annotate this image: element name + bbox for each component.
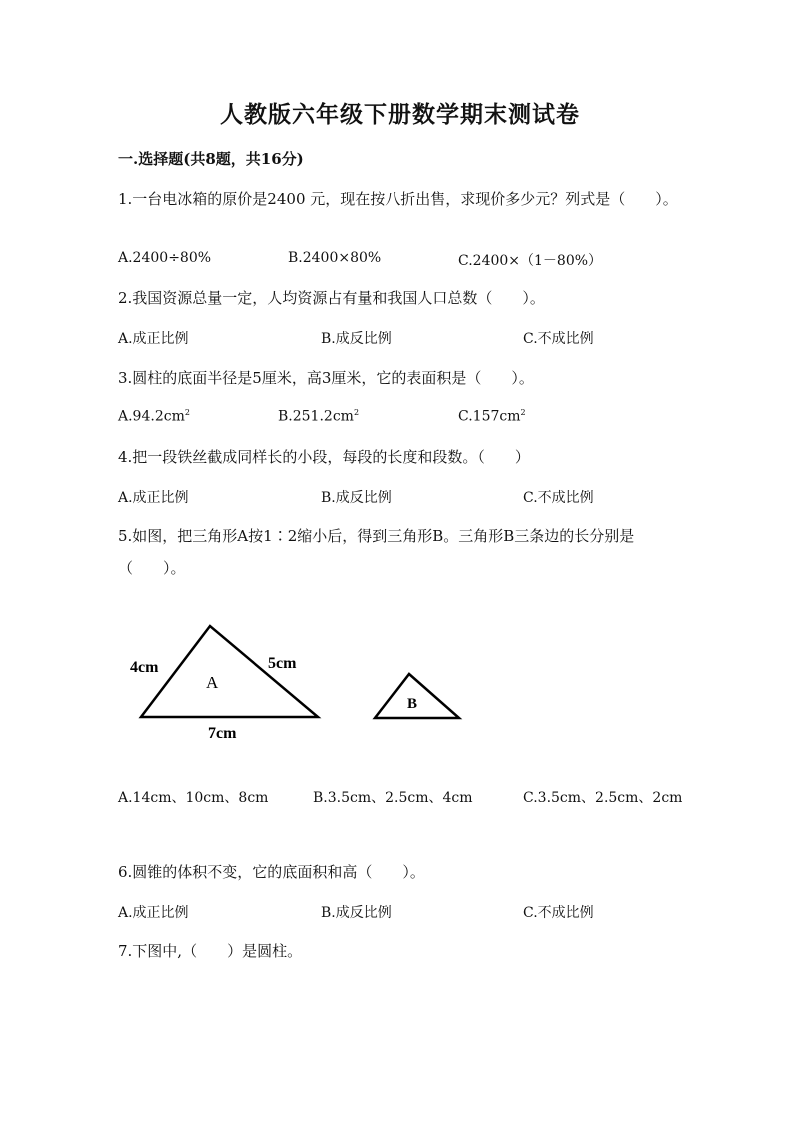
option-b[interactable] [278,408,359,425]
option-a[interactable]: A.成正比例 [118,331,189,347]
side-left-label: 4cm [130,659,159,676]
question-3-options [118,408,718,428]
triangle-a-label: A [206,673,219,692]
question-4-options [118,487,718,507]
triangle-b-label: B [407,696,418,712]
question-2: 2.我国资源总量一定，人均资源占有量和我国人口总数（ ）。 [118,289,545,307]
question-5-options [118,787,718,807]
triangle-figure [0,610,800,750]
option-c[interactable]: C.2400×（1－80%） [458,253,603,269]
option-c[interactable]: C.不成比例 [523,331,594,347]
question-4: 4.把一段铁丝截成同样长的小段，每段的长度和段数。（ ） [118,448,530,466]
question-1-options [118,250,718,270]
section-heading: 一.选择题(共8题，共16分) [118,150,304,168]
option-b[interactable]: B.2400×80% [288,250,382,266]
option-a-text: A.94.2cm [118,408,185,425]
option-c[interactable]: C.不成比例 [523,490,594,506]
question-3: 3.圆柱的底面半径是5厘米，高3厘米，它的表面积是（ ）。 [118,369,534,387]
option-a[interactable]: A.14cm、10cm、8cm [118,790,269,806]
question-6-options [118,902,718,922]
option-a[interactable] [118,408,190,425]
superscript: 2 [520,408,526,417]
option-a[interactable]: A.2400÷80% [118,250,212,266]
question-1: 1.一台电冰箱的原价是2400 元，现在按八折出售，求现价多少元？列式是（ ）。 [118,190,678,208]
option-b-text: B.251.2cm [278,408,354,425]
question-2-options [118,328,718,348]
question-5: 5.如图，把三角形A按1∶2缩小后，得到三角形B。三角形B三条边的长分别是（ ）。 [118,527,635,577]
side-bottom-label: 7cm [208,725,237,742]
superscript: 2 [184,408,190,417]
superscript: 2 [353,408,360,417]
option-b[interactable]: B.成反比例 [321,905,392,921]
option-b[interactable]: B.成反比例 [321,490,392,506]
option-c[interactable]: C.3.5cm、2.5cm、2cm [523,790,683,806]
option-a[interactable]: A.成正比例 [118,490,189,506]
option-b[interactable]: B.成反比例 [321,331,392,347]
option-a[interactable]: A.成正比例 [118,905,189,921]
option-b[interactable]: B.3.5cm、2.5cm、4cm [313,790,473,806]
option-c-text: C.157cm [458,408,521,425]
option-c[interactable] [458,408,526,425]
page-title: 人教版六年级下册数学期末测试卷 [220,101,580,128]
option-c[interactable]: C.不成比例 [523,905,594,921]
question-6: 6.圆锥的体积不变，它的底面积和高（ ）。 [118,863,425,881]
side-right-label: 5cm [268,655,297,672]
question-7: 7.下图中,（ ）是圆柱。 [118,942,303,960]
